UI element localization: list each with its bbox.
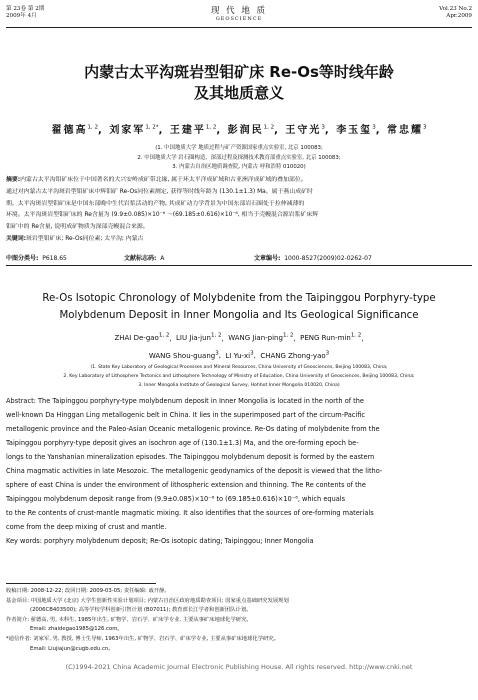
footnote-first-author-email: Email: zhaidegao1985@126.com。 [30, 626, 123, 633]
volume-issue: 第 23卷 第 2期 [6, 6, 45, 12]
en-abstract-line: sphere of east China is under the environment of lithospheric extension and thinning. The Re contents of the [6, 481, 366, 489]
clc-field: 中图分类号: P618.65 [6, 255, 67, 262]
cn-title [0, 62, 478, 104]
footnote-first-author: 作者简介: 翟德高, 男, 本科生, 1985年出生, 矿物学、岩石学、矿床学专业, 主要从事矿床地球化学研究。 [6, 616, 252, 623]
en-title [0, 290, 478, 324]
en-author: LI $Yu-xi^3$ [225, 350, 254, 360]
footnote-funding: 基金项目: 中国地质大学 (北京) 大学生创新性实验计划项目; 内蒙古自治区政府地质勘查项目; 国家重点基础研究发展规划 [6, 597, 289, 604]
en-title-line2: Molybdenum Deposit in Inner Mongolia and Its Geological Significance [59, 310, 419, 321]
en-abstract-line: come from the deep mixing of crust and mantle. [6, 523, 167, 531]
en-author: ZHAI De-gao$^{1, 2}$ [114, 333, 170, 343]
cn-author: 彭润民$^{1, 2}$ [227, 124, 275, 136]
en-abstract-line: The Taipinggou porphyry-type molybdenum deposit in Inner Mongolia is located in the north of the [38, 397, 364, 405]
en-affiliation: (1. State Key Laboratory of Geological Processes and Mineral Resources, China University of Geosciences, Beijing 100083, China; [90, 365, 388, 370]
header-rule [6, 27, 472, 28]
en-abstract-line: China magmatic activities in late Mesozoic. The metallogenic geodynamics of the deposit is viewed that the litho- [6, 467, 383, 475]
cn-keywords: 斑岩型钼矿床; Re-Os同位素; 太平沟; 内蒙古 [26, 235, 144, 242]
cn-authors: 翟德高$^{1, 2}$, 刘家军$^{1, 2*}$, 王建平$^{1, 2}$, 彭润民$^{1, 2}$, 王守光$^3$, 李玉玺$^3$, 常忠耀$^3$ [51, 124, 427, 136]
cn-author: 翟德高$^{1, 2}$ [51, 124, 99, 136]
en-abstract-line: Taipinggou molybdenum deposit range from (9.9±0.085)×10⁻⁶ to (69.185±0.616)×10⁻⁶, which equals [6, 495, 346, 503]
journal-subtitle: GEOSCIENCE [215, 16, 263, 22]
en-abstract-line: well-known Da Hinggan Ling metallogenic belt in China. It lies in the superimposed part of the circum-Pacific [6, 411, 365, 419]
cn-abstract [6, 175, 472, 246]
article-number-field: 文章编号: 1000-8527(2009)02-0262-07 [254, 255, 372, 262]
en-author: WANG Jian-ping$^{1, 2}$ [228, 333, 294, 343]
journal-volume-info-en [439, 6, 472, 20]
en-abstract-line: Taipinggou porphyry-type deposit gives an isochron age of (130.1±1.3) Ma, and the ore-forming epoch be- [6, 439, 359, 447]
en-abstract-line: metallogenic province and the Paleo-Asian Oceanic metallogenic province. Re-Os dating of molybdenite from the [6, 425, 380, 433]
cn-affiliation: (1. 中国地质大学 地质过程与矿产资源国家重点实验室, 北京 100083; [155, 145, 323, 151]
cn-author: 李玉玺$^3$ [336, 124, 376, 136]
cn-abstract-line: 通过对内蒙古太平沟斑岩型钼矿床中辉钼矿 Re-Os同位素测定, 获得等时线年龄为 (130.1±1.3) Ma。属于燕山成矿时 [6, 188, 313, 195]
footnote-received: 收稿日期: 2008-12-22; 改回日期: 2009-03-05; 责任编辑: 戚开静。 [6, 588, 170, 594]
en-author: CHANG Zhong-yao$^3$ [260, 350, 330, 360]
en-abstract-line: to the Re contents of crust-mantle magmatic mixing. It also identifies that the sources of ore-forming materials [6, 509, 374, 517]
cn-abstract-label: 摘要: [6, 177, 21, 183]
cn-author: 王守光$^3$ [285, 124, 325, 136]
en-authors-line2: WANG Shou-guang$^3$, LI $Yu-xi^3$, CHANG Zhong-yao$^3$ [148, 350, 330, 360]
cn-abstract-line: 内蒙古太平沟钼矿床位于中国著名的大兴安岭成矿带北缘, 属于环太平洋成矿域和古亚洲洋成矿域的叠加部位。 [20, 177, 307, 183]
journal-name [0, 4, 478, 22]
en-authors-line1: ZHAI De-gao$^{1, 2}$, LIU Jia-jun$^{1, 2}$, WANG Jian-ping$^{1, 2}$, PENG Run-$\min^{1, 2}$, [114, 333, 364, 343]
copyright-watermark: (C)1994-2021 China Academic Journal Electronic Publishing House. All rights reserved. http://www.cnki.net [65, 663, 413, 671]
footnote-corresponding-author: *通信作者: 刘家军, 男, 教授, 博士生导师, 1963年出生, 矿物学、岩石学、矿床学专业, 主要从事矿床地球化学研究。 [6, 635, 279, 642]
cn-title-line1: 内蒙古太平沟斑岩型钼矿床 Re-Os等时线年龄 [84, 63, 394, 81]
cn-author: 刘家军$^{1, 2*}$ [109, 124, 159, 136]
cn-abstract-line: 环境。太平沟斑岩型钼矿床的 Re含量为 (9.9±0.085)×10⁻⁶ ～(69.185±0.616)×10⁻⁶, 相当于壳幔混合源岩浆矿床辉 [6, 212, 319, 219]
en-title-line1: Re-Os Isotopic Chronology of Molybdenite from the Taipinggou Porphyry-type [42, 293, 436, 304]
cn-author: 常忠耀$^3$ [386, 124, 427, 136]
footnotes [6, 587, 472, 654]
cn-affiliation: 3. 内蒙古自治区地质调查院, 内蒙古 呼和浩特 010020) [172, 164, 306, 170]
section-rule [6, 265, 472, 266]
cn-author: 王建平$^{1, 2}$ [169, 124, 217, 136]
en-abstract-label: Abstract: [6, 397, 36, 405]
en-affiliation: 3. Inner Mongolia Institute of Geological Survey, Hohhot Inner Mongolia 010020, China) [138, 383, 340, 388]
en-affiliation: 2. Key Laboratory of Lithosphere Tectonics and Lithosphere Technology of Ministry of Education, China University of Geosciences, Beijing 100083, China; [63, 374, 415, 379]
cn-abstract-line: 期。太平沟斑岩型钼矿床是中国东部晚中生代岩浆活动的产物, 其成矿动力学背景为中国东部岩石圈处于拉伸减薄的 [6, 200, 305, 207]
publication-date: 2009年 4月 [6, 13, 37, 19]
footnote-corresponding-email: Email: Liujiajun@cugb.edu.cn。 [30, 645, 114, 652]
en-abstract [6, 394, 472, 534]
volume-issue-en: Vol.23 No.2 [439, 6, 472, 12]
en-keywords-label: Key words: [6, 537, 42, 545]
cn-affiliations [0, 144, 478, 173]
cn-abstract-line: 钼矿中的 Re含量, 说明成矿物质为深部壳幔混合来源。 [6, 224, 149, 231]
footnote-rule [6, 583, 156, 584]
footnote-funding-cont: (2006CB403500); 高等学校学科创新引智计划 (B07011); 教育部长江学者和创新团队计划。 [30, 607, 252, 614]
publication-date-en: Apr.2009 [446, 13, 472, 19]
journal-title: 现 代 地 质 [210, 6, 268, 16]
cn-keywords-label: 关键词: [6, 235, 27, 242]
en-affiliations [6, 363, 472, 390]
en-keywords-row [6, 537, 472, 545]
en-authors [0, 329, 478, 364]
cn-affiliation: 2. 中国地质大学 岩石圈构造、深部过程及探测技术教育部重点实验室, 北京 100083; [137, 154, 341, 161]
en-abstract-line: longs to the Yanshanian mineralization episodes. The Taipinggou molybdenum deposit is formed by the eastern [6, 453, 375, 461]
en-author: LIU Jia-jun$^{1, 2}$ [176, 333, 222, 343]
doc-code-field: 文献标志码: A [124, 255, 165, 262]
en-keywords: porphyry molybdenum deposit; Re-Os isotopic dating; Taipinggou; Inner Mongolia [44, 537, 314, 545]
en-author: PENG Run-$\min^{1, 2}$ [300, 333, 362, 343]
en-author: WANG Shou-guang$^3$ [148, 350, 219, 360]
cn-title-line2: 及其地质意义 [193, 84, 284, 102]
